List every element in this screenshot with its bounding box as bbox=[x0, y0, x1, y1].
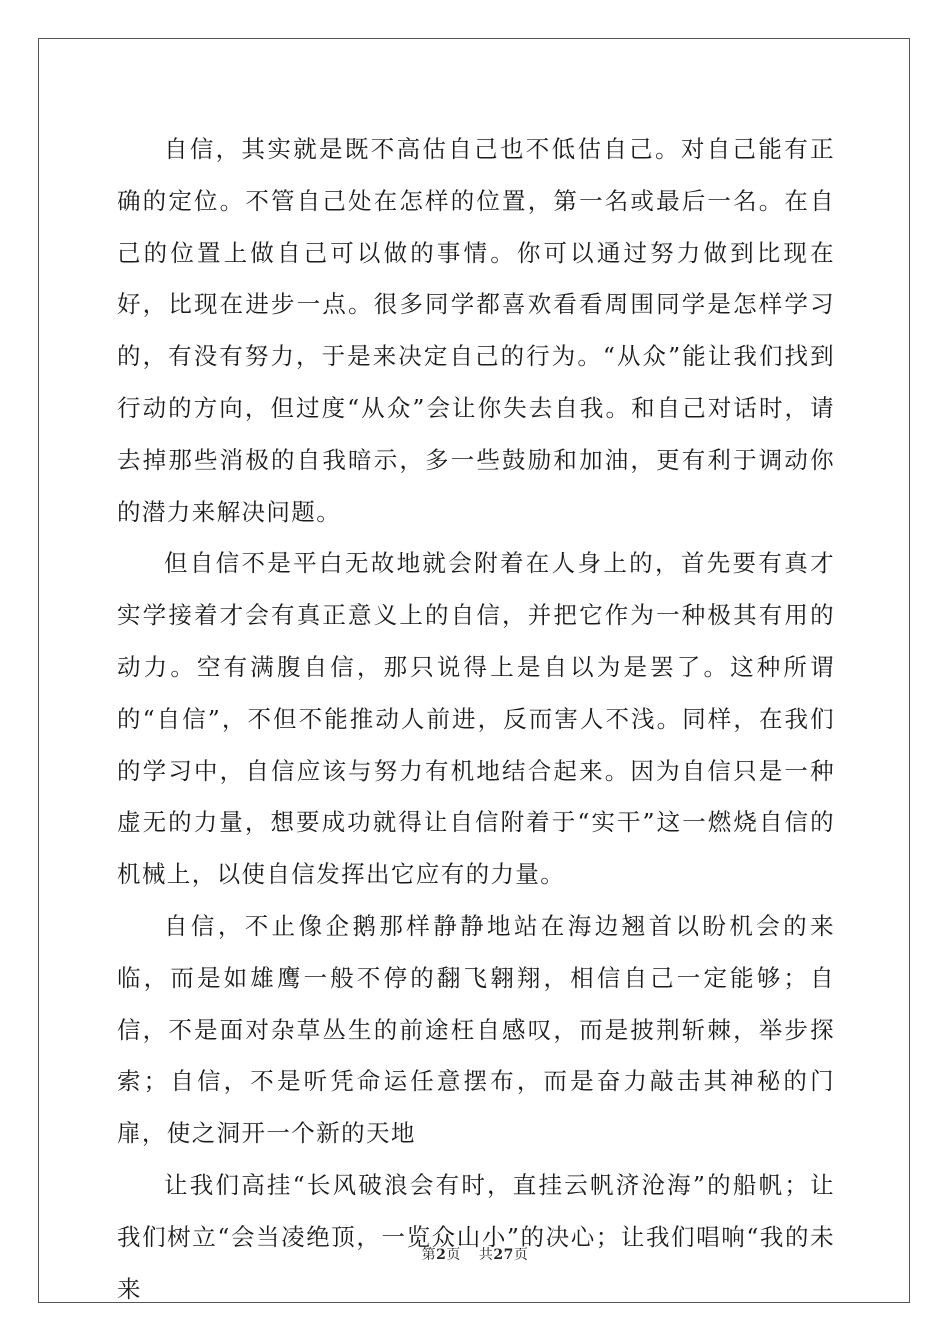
page-total-suffix: 页 bbox=[513, 1247, 529, 1263]
page-total-prefix: 共 bbox=[478, 1247, 494, 1263]
page-footer bbox=[0, 1244, 950, 1264]
paragraph-1: 自信，其实就是既不高估自己也不低估自己。对自己能有正确的定位。不管自己处在怎样的位置，第一名或最后一名。在自己的位置上做自己可以做的事情。你可以通过努力做到比现在好，比现在进步一点。很多同学都喜欢看看周围同学是怎样学习的，有没有努力，于是来决定自己的行为。“从众”能让我们找到行动的方向，但过度“从众”会让你失去自我。和自己对话时，请去掉那些消极的自我暗示，多一些鼓励和加油，更有利于调动你的潜力来解决问题。 bbox=[117, 135, 835, 526]
page-number-prefix: 第 bbox=[421, 1247, 437, 1263]
paragraph-3: 自信，不止像企鹅那样静静地站在海边翘首以盼机会的来临，而是如雄鹰一般不停的翻飞翱翔，相信自己一定能够；自信，不是面对杂草丛生的前途枉自感叹，而是披荆斩棘，举步探索；自信，不是听凭命运任意摆布，而是奋力敲击其神秘的门扉，使之洞开一个新的天地 bbox=[117, 911, 835, 1148]
page-number-current: 2 bbox=[436, 1247, 447, 1263]
document-body bbox=[117, 124, 835, 1315]
page-total: 27 bbox=[493, 1247, 514, 1263]
paragraph-4: 让我们高挂“长风破浪会有时，直挂云帆济沧海”的船帆；让我们树立“会当凌绝顶，一览众山小”的决心；让我们唱响“我的未来 bbox=[117, 1170, 835, 1303]
paragraph-2: 但自信不是平白无故地就会附着在人身上的，首先要有真才实学接着才会有真正意义上的自信，并把它作为一种极其有用的动力。空有满腹自信，那只说得上是自以为是罢了。这种所谓的“自信”，不但不能推动人前进，反而害人不浅。同样，在我们的学习中，自信应该与努力有机地结合起来。因为自信只是一种虚无的力量，想要成功就得让自信附着于“实干”这一燃烧自信的机械上，以使自信发挥出它应有的力量。 bbox=[117, 549, 835, 889]
page-number-suffix: 页 bbox=[446, 1247, 461, 1263]
